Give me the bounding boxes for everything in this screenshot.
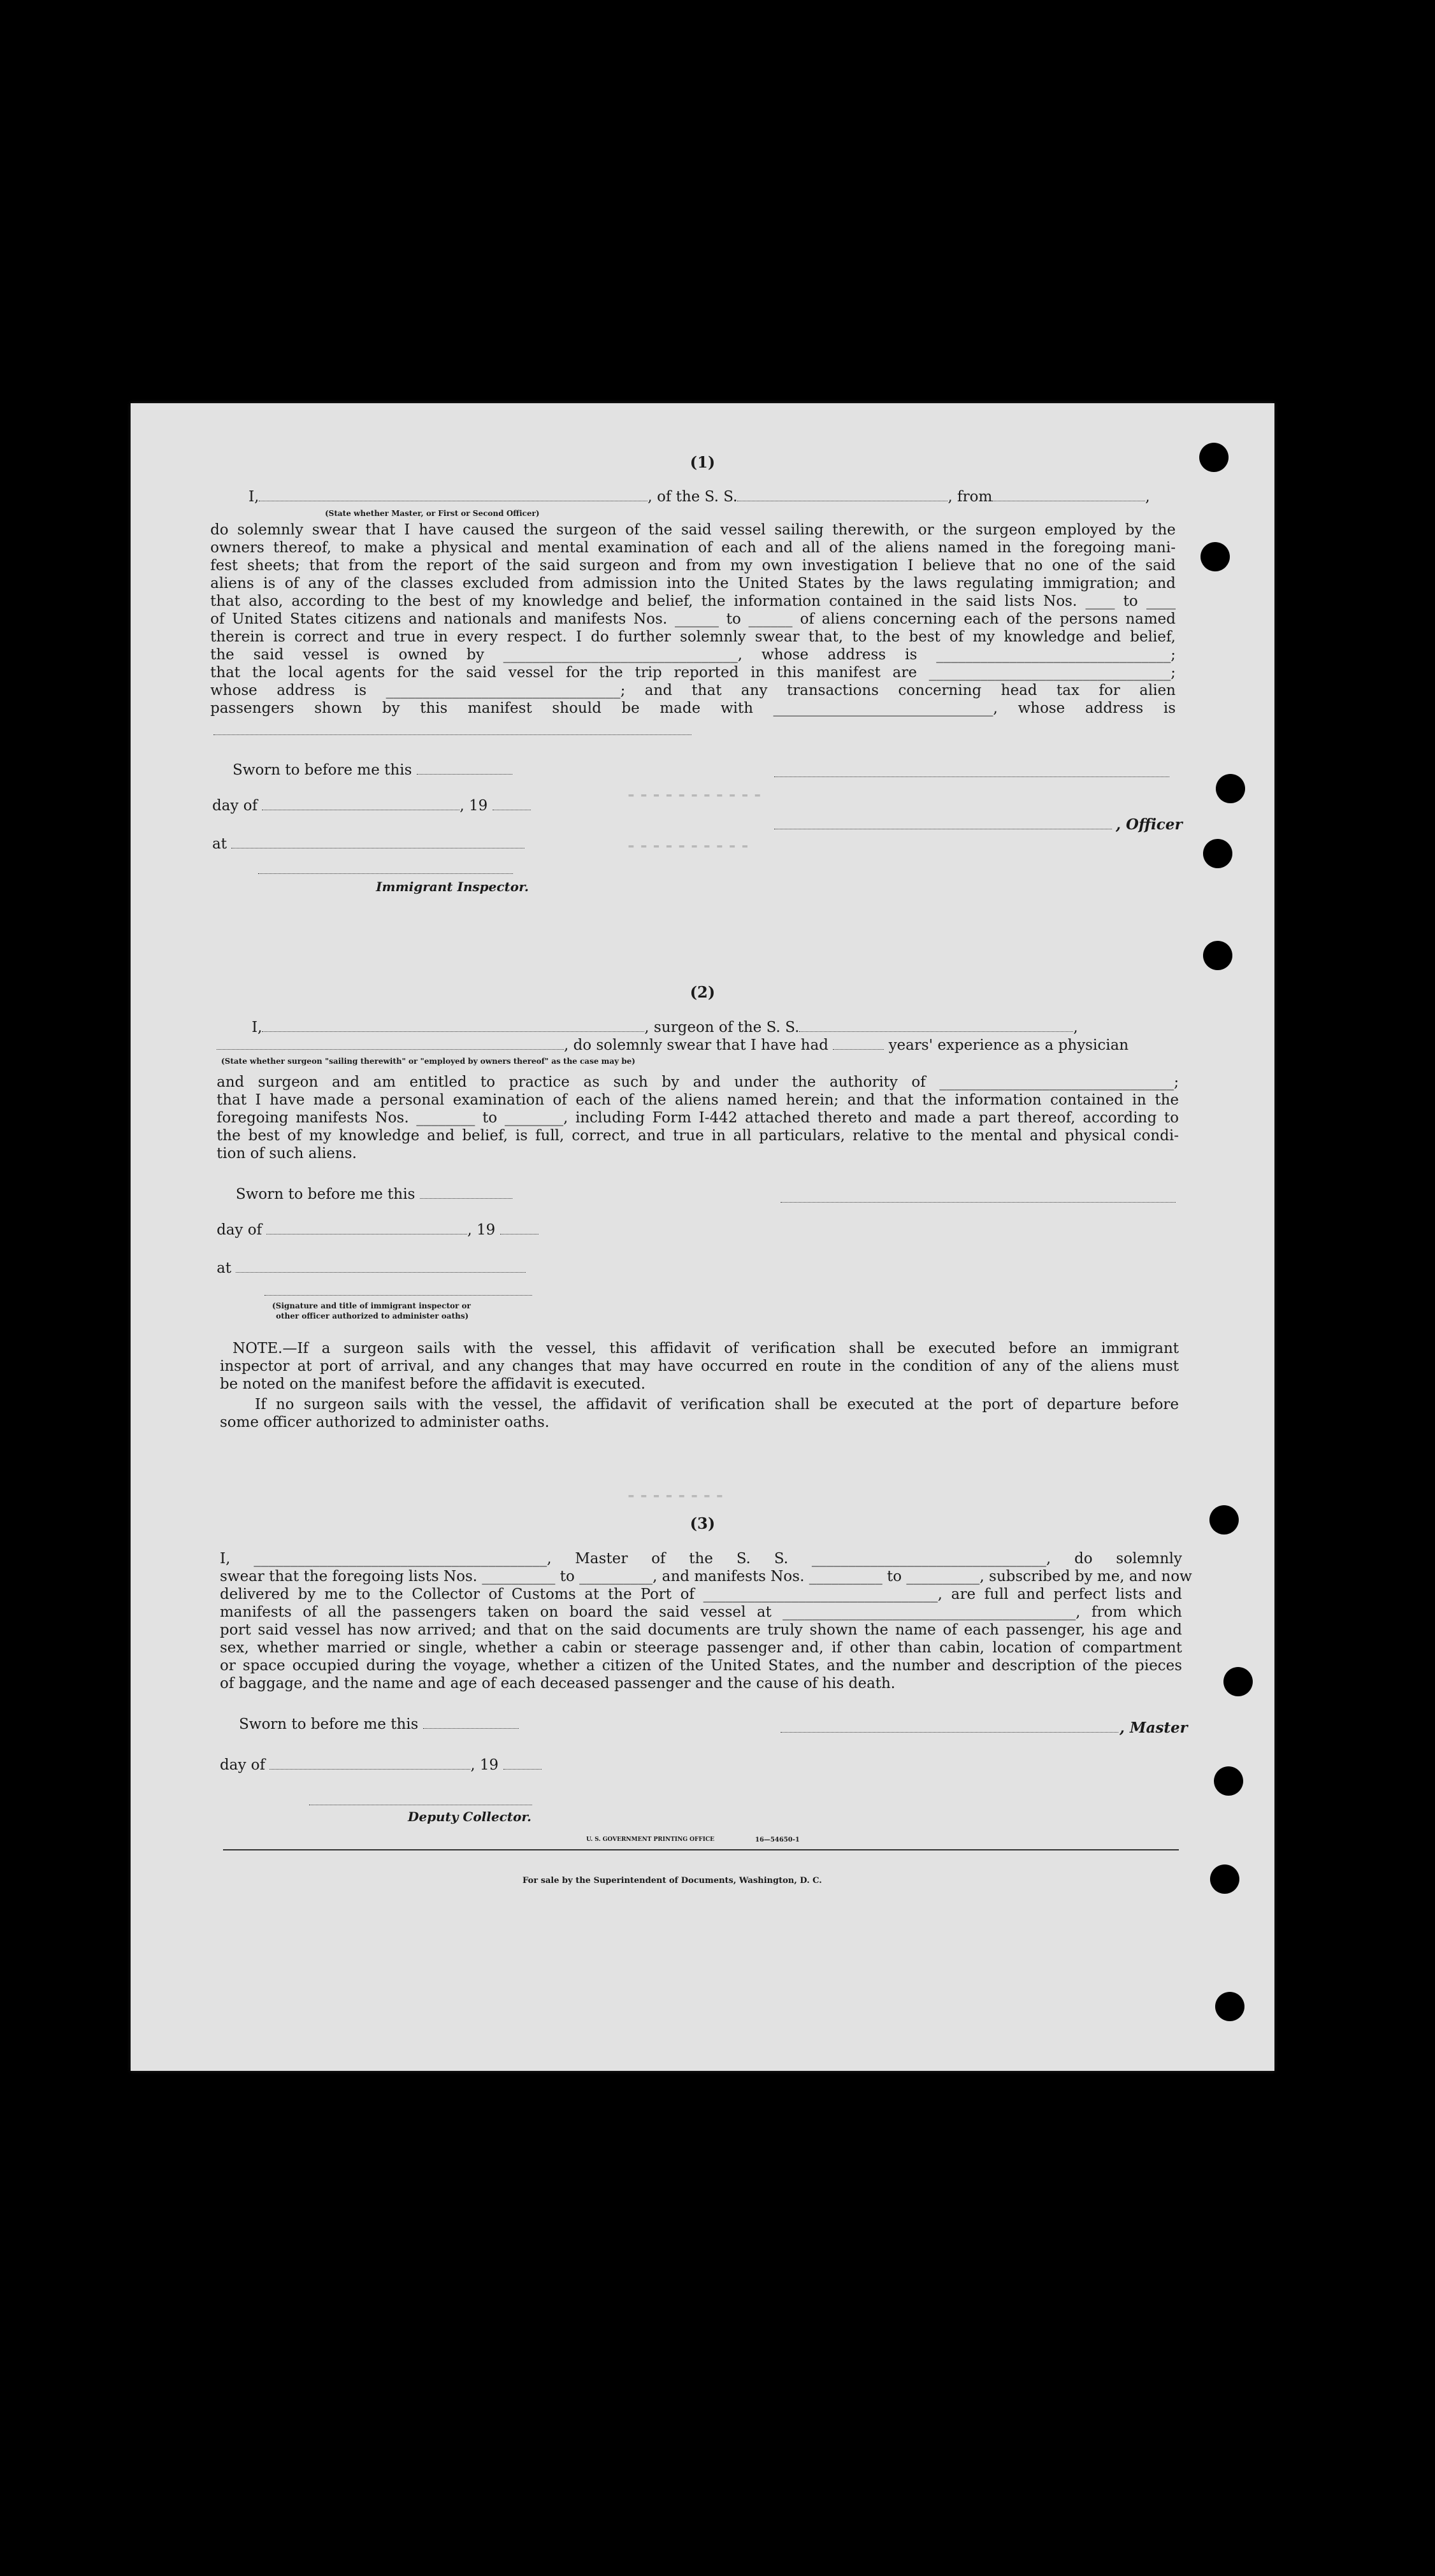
oath-paragraph-line: swear that the foregoing lists Nos. __________ to __________, and manifests Nos. __________ to __________, subscribed by me, and now xyxy=(220,1568,1192,1585)
oath-paragraph-line: foregoing manifests Nos. ________ to ________, including Form I-442 attached thereto and made a part thereof, according to xyxy=(217,1110,1179,1126)
oath-paragraph-line: tion of such aliens. xyxy=(217,1145,357,1162)
manifest-sheet xyxy=(131,403,1274,2071)
day-of-line: day of , 19 xyxy=(212,797,531,815)
inspector-signature-line xyxy=(258,873,513,874)
sworn-label: Sworn to before me this xyxy=(236,1185,512,1203)
field-note: (State whether Master, or First or Second Officer) xyxy=(325,509,540,518)
oath-paragraph-line: that I have made a personal examination of each of the aliens named herein; and that the information contained in the xyxy=(217,1092,1179,1108)
oath-paragraph-line: fest sheets; that from the report of the said surgeon and from my own investigation I believe that no one of the said xyxy=(210,557,1176,574)
oath-paragraph-line: do solemnly swear that I have caused the surgeon of the said vessel sailing therewith, or the surgeon employed by the xyxy=(210,522,1176,538)
oath-paragraph-line: delivered by me to the Collector of Customs at the Port of ________________________________, are full and perfect lists and xyxy=(220,1586,1182,1603)
oath-paragraph-line: manifests of all the passengers taken on board the said vessel at ________________________________________, from which xyxy=(220,1604,1182,1621)
bleed-through-text: - - - - - - - - - - - xyxy=(628,785,761,805)
section-number: (3) xyxy=(689,1514,716,1533)
master-signature-line xyxy=(781,1732,1118,1733)
oath-paragraph-line: or space occupied during the voyage, whether a citizen of the United States, and the number and description of the pieces xyxy=(220,1657,1182,1674)
day-of-line: day of , 19 xyxy=(220,1756,542,1774)
at-line: at xyxy=(212,835,524,853)
note-line: inspector at port of arrival, and any changes that may have occurred en route in the condition of any of the aliens must xyxy=(220,1358,1179,1375)
oath-paragraph-line: owners thereof, to make a physical and mental examination of each and all of the aliens named in the foregoing mani- xyxy=(210,540,1176,556)
oath-paragraph-line: I, ________________________________________, Master of the S. S. ________________________________, do solemnly xyxy=(220,1550,1182,1567)
field-note: (State whether surgeon "sailing therewith" or "employed by owners thereof" as the case may be) xyxy=(221,1057,635,1066)
oath-line: I, , surgeon of the S. S. , xyxy=(252,1019,1078,1036)
punch-hole xyxy=(1210,1864,1239,1894)
address-line xyxy=(213,734,691,735)
note-line: If no surgeon sails with the vessel, the affidavit of verification shall be executed at the port of departure before xyxy=(255,1396,1179,1413)
sworn-label: Sworn to before me this xyxy=(233,761,512,779)
bleed-through-text: - - - - - - - - xyxy=(628,1486,723,1505)
oath-paragraph-line: passengers shown by this manifest should be made with ______________________________, whose address is xyxy=(210,700,1176,717)
sale-notice: For sale by the Superintendent of Documents, Washington, D. C. xyxy=(523,1876,822,1885)
punch-hole xyxy=(1201,542,1230,571)
footer-rule xyxy=(223,1849,1179,1850)
field-note: (Signature and title of immigrant inspector or xyxy=(272,1301,471,1310)
punch-hole xyxy=(1203,941,1232,970)
oath-paragraph-line: that the local agents for the said vessel for the trip reported in this manifest are _________________________________; xyxy=(210,664,1176,681)
field-note: other officer authorized to administer oaths) xyxy=(276,1312,469,1320)
oath-paragraph-line: therein is correct and true in every respect. I do further solemnly swear that, to the best of my knowledge and belief, xyxy=(210,629,1176,645)
oath-line: I, , of the S. S. , from , xyxy=(249,489,1150,505)
note-line: some officer authorized to administer oaths. xyxy=(220,1414,550,1431)
oath-paragraph-line: sex, whether married or single, whether a cabin or steerage passenger and, if other than cabin, location of compartment xyxy=(220,1640,1182,1656)
form-code: 16—54650-1 xyxy=(755,1836,800,1843)
officer-label: , Officer xyxy=(1116,816,1183,833)
punch-hole xyxy=(1215,1992,1244,2021)
oath-paragraph-line: the best of my knowledge and belief, is full, correct, and true in all particulars, relative to the mental and physical condi- xyxy=(217,1127,1179,1144)
oath-paragraph-line: of baggage, and the name and age of each deceased passenger and the cause of his death. xyxy=(220,1675,896,1692)
oath-paragraph-line: and surgeon and am entitled to practice as such by and under the authority of ________________________________; xyxy=(217,1074,1179,1091)
oath-paragraph-line: whose address is ________________________________; and that any transactions concerning head tax for alien xyxy=(210,682,1176,699)
oath-paragraph-line: port said vessel has now arrived; and that on the said documents are truly shown the name of each passenger, his age and xyxy=(220,1622,1182,1638)
note-line: be noted on the manifest before the affidavit is executed. xyxy=(220,1376,645,1392)
section-number: (2) xyxy=(689,983,716,1001)
collector-label: Deputy Collector. xyxy=(408,1809,532,1824)
master-label: , Master xyxy=(1120,1719,1188,1736)
at-line: at xyxy=(217,1259,526,1277)
oath-paragraph-line: the said vessel is owned by ________________________________, whose address is ________________________________; xyxy=(210,647,1176,663)
oath-paragraph-line: that also, according to the best of my knowledge and belief, the information contained in the said lists Nos. ____ to ____ xyxy=(210,593,1176,610)
printing-office-label: U. S. GOVERNMENT PRINTING OFFICE xyxy=(586,1836,715,1843)
sworn-label: Sworn to before me this xyxy=(239,1715,519,1733)
oath-line: , do solemnly swear that I have had years' experience as a physician xyxy=(217,1036,1129,1054)
oath-paragraph-line: aliens is of any of the classes excluded from admission into the United States by the laws regulating immigration; and xyxy=(210,575,1176,592)
oath-paragraph-line: of United States citizens and nationals and manifests Nos. ______ to ______ of aliens concerning each of the persons named xyxy=(210,611,1176,627)
day-of-line: day of , 19 xyxy=(217,1221,538,1239)
signature-line xyxy=(264,1295,532,1296)
punch-hole xyxy=(1214,1766,1243,1796)
section-number: (1) xyxy=(689,453,716,471)
punch-hole xyxy=(1216,774,1245,803)
inspector-label: Immigrant Inspector. xyxy=(376,879,529,894)
punch-hole xyxy=(1203,839,1232,868)
note-line: NOTE.—If a surgeon sails with the vessel, this affidavit of verification shall be executed before an immigrant xyxy=(233,1340,1179,1357)
bleed-through-text: - - - - - - - - - - xyxy=(628,836,749,855)
punch-hole xyxy=(1223,1667,1253,1696)
officer-signature-line xyxy=(774,776,1169,777)
surgeon-signature-line xyxy=(781,1202,1176,1203)
